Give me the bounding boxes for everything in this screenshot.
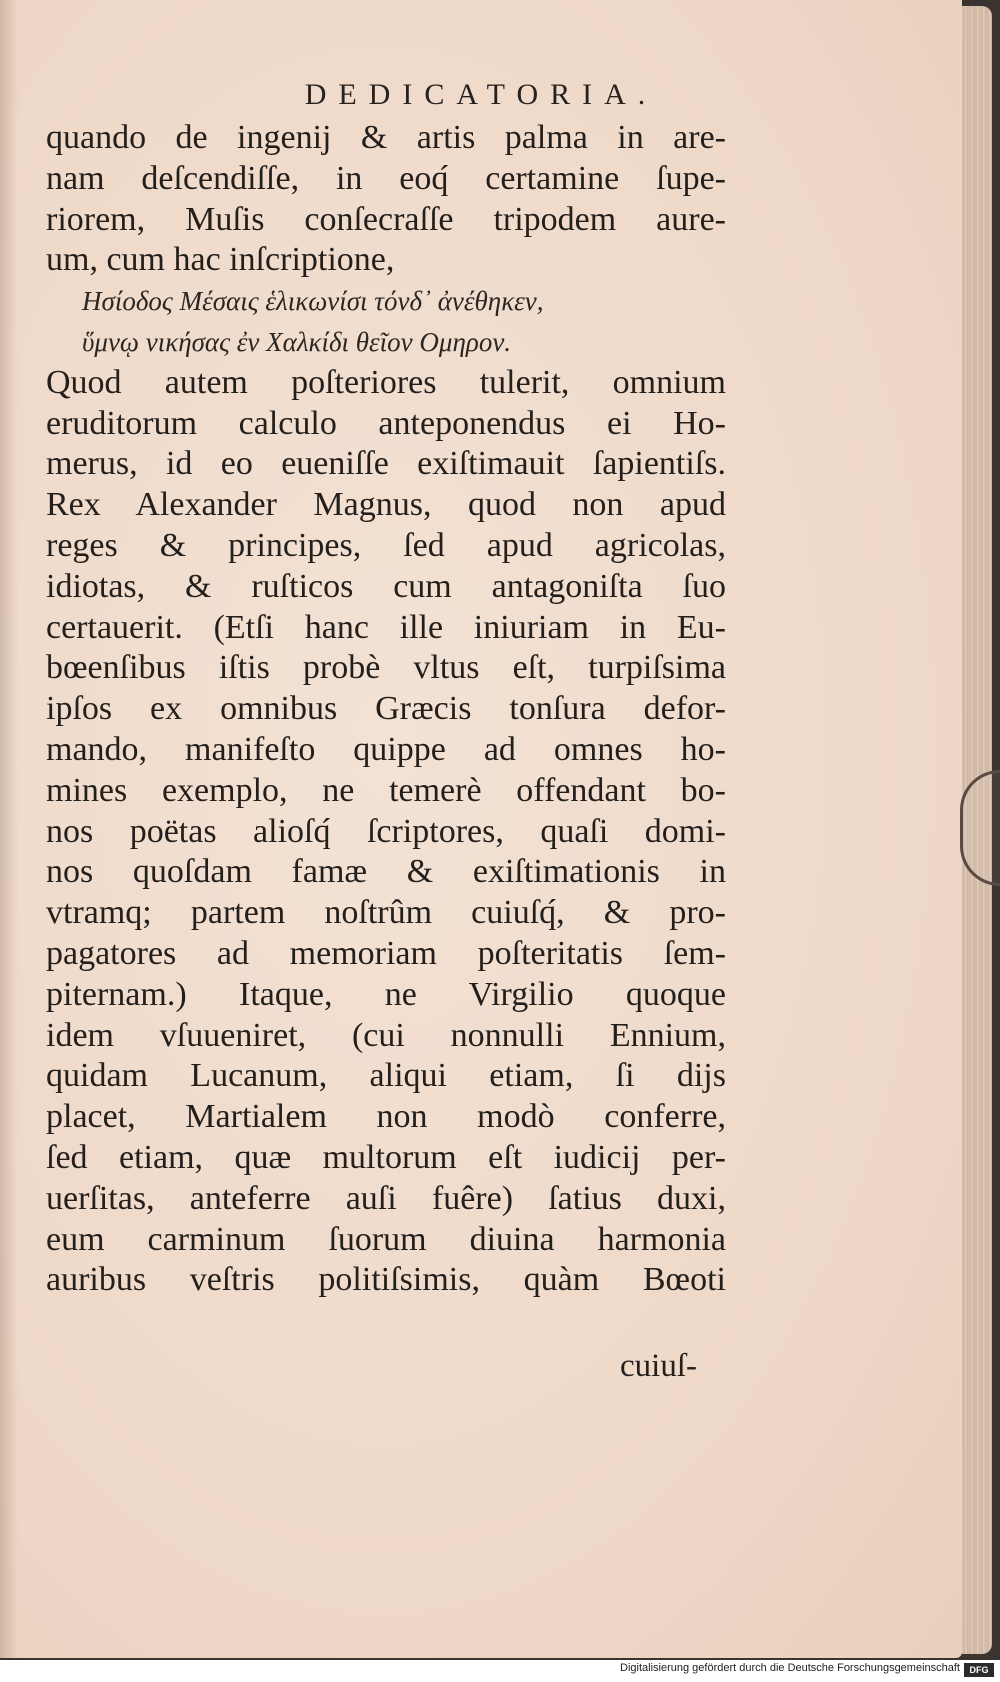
text-line: pagatores ad memoriam poſteritatis ſem-: [46, 934, 726, 972]
text-line: eum carminum ſuorum diuina harmonia: [46, 1220, 726, 1258]
text-line: vtramq; partem noſtrûm cuiuſq́, & pro-: [46, 894, 726, 932]
body-text: [46, 118, 726, 1301]
text-line: Rex Alexander Magnus, quod non apud: [46, 486, 726, 524]
text-line: mando, manifeſto quippe ad omnes ho-: [46, 730, 726, 768]
text-line: ipſos ex omnibus Græcis tonſura defor-: [46, 690, 726, 728]
text-line: certauerit. (Etſi hanc ille iniuriam in Eu-: [46, 608, 726, 646]
running-head: DEDICATORIA.: [304, 78, 658, 111]
dfg-logo: DFG: [964, 1663, 994, 1677]
greek-verse-line: ὕμνῳ νικήσας ἐν Χαλκίδι θεῖον Ομηρον.: [82, 326, 512, 357]
text-line: uerſitas, anteferre auſi fuêre) ſatius duxi,: [46, 1179, 726, 1217]
text-line: idiotas, & ruſticos cum antagoniſta ſuo: [46, 567, 726, 605]
text-line: Quod autem poſteriores tulerit, omnium: [46, 363, 726, 401]
text-line: nos poëtas alioſq́ ſcriptores, quaſi domi-: [46, 812, 726, 850]
text-line: quando de ingenij & artis palma in are-: [46, 119, 726, 156]
text-line: bœenſibus iſtis probè vltus eſt, turpiſsima: [46, 649, 726, 687]
text-line: nos quoſdam famæ & exiſtimationis in: [46, 853, 726, 891]
catchword: cuiuſ-: [620, 1348, 697, 1384]
text-line: piternam.) Itaque, ne Virgilio quoque: [46, 975, 726, 1013]
text-line: nam deſcendiſſe, in eoq́ certamine ſupe-: [46, 159, 726, 197]
gutter-shadow: [0, 0, 18, 1658]
text-line: eruditorum calculo anteponendus ei Ho-: [46, 404, 726, 442]
text-line: mines exemplo, ne temerè offendant bo-: [46, 771, 726, 809]
text-line: merus, id eo eueniſſe exiſtimauit ſapientiſs.: [46, 445, 726, 483]
text-line: quidam Lucanum, aliqui etiam, ſi dijs: [46, 1057, 726, 1095]
greek-verse-line: Ησίοδος Μέσαις ἑλικωνίσι τόνδ᾽ ἀνέθηκεν,: [82, 286, 544, 317]
text-line: um, cum hac inſcriptione,: [46, 241, 395, 279]
text-line: ſed etiam, quæ multorum eſt iudicij per-: [46, 1138, 726, 1176]
text-line: reges & principes, ſed apud agricolas,: [46, 526, 726, 564]
digitization-footer: [0, 1660, 1000, 1682]
funding-credit: Digitalisierung gefördert durch die Deutsche Forschungsgemeinschaft: [620, 1662, 960, 1674]
text-line: placet, Martialem non modò conferre,: [46, 1098, 726, 1136]
text-line: riorem, Muſis conſecraſſe tripodem aure-: [46, 200, 726, 238]
page-clip-marker: [960, 770, 1000, 886]
text-line: auribus veſtris politiſsimis, quàm Bœoti: [46, 1261, 726, 1299]
text-line: idem vſuueniret, (cui nonnulli Ennium,: [46, 1016, 726, 1054]
